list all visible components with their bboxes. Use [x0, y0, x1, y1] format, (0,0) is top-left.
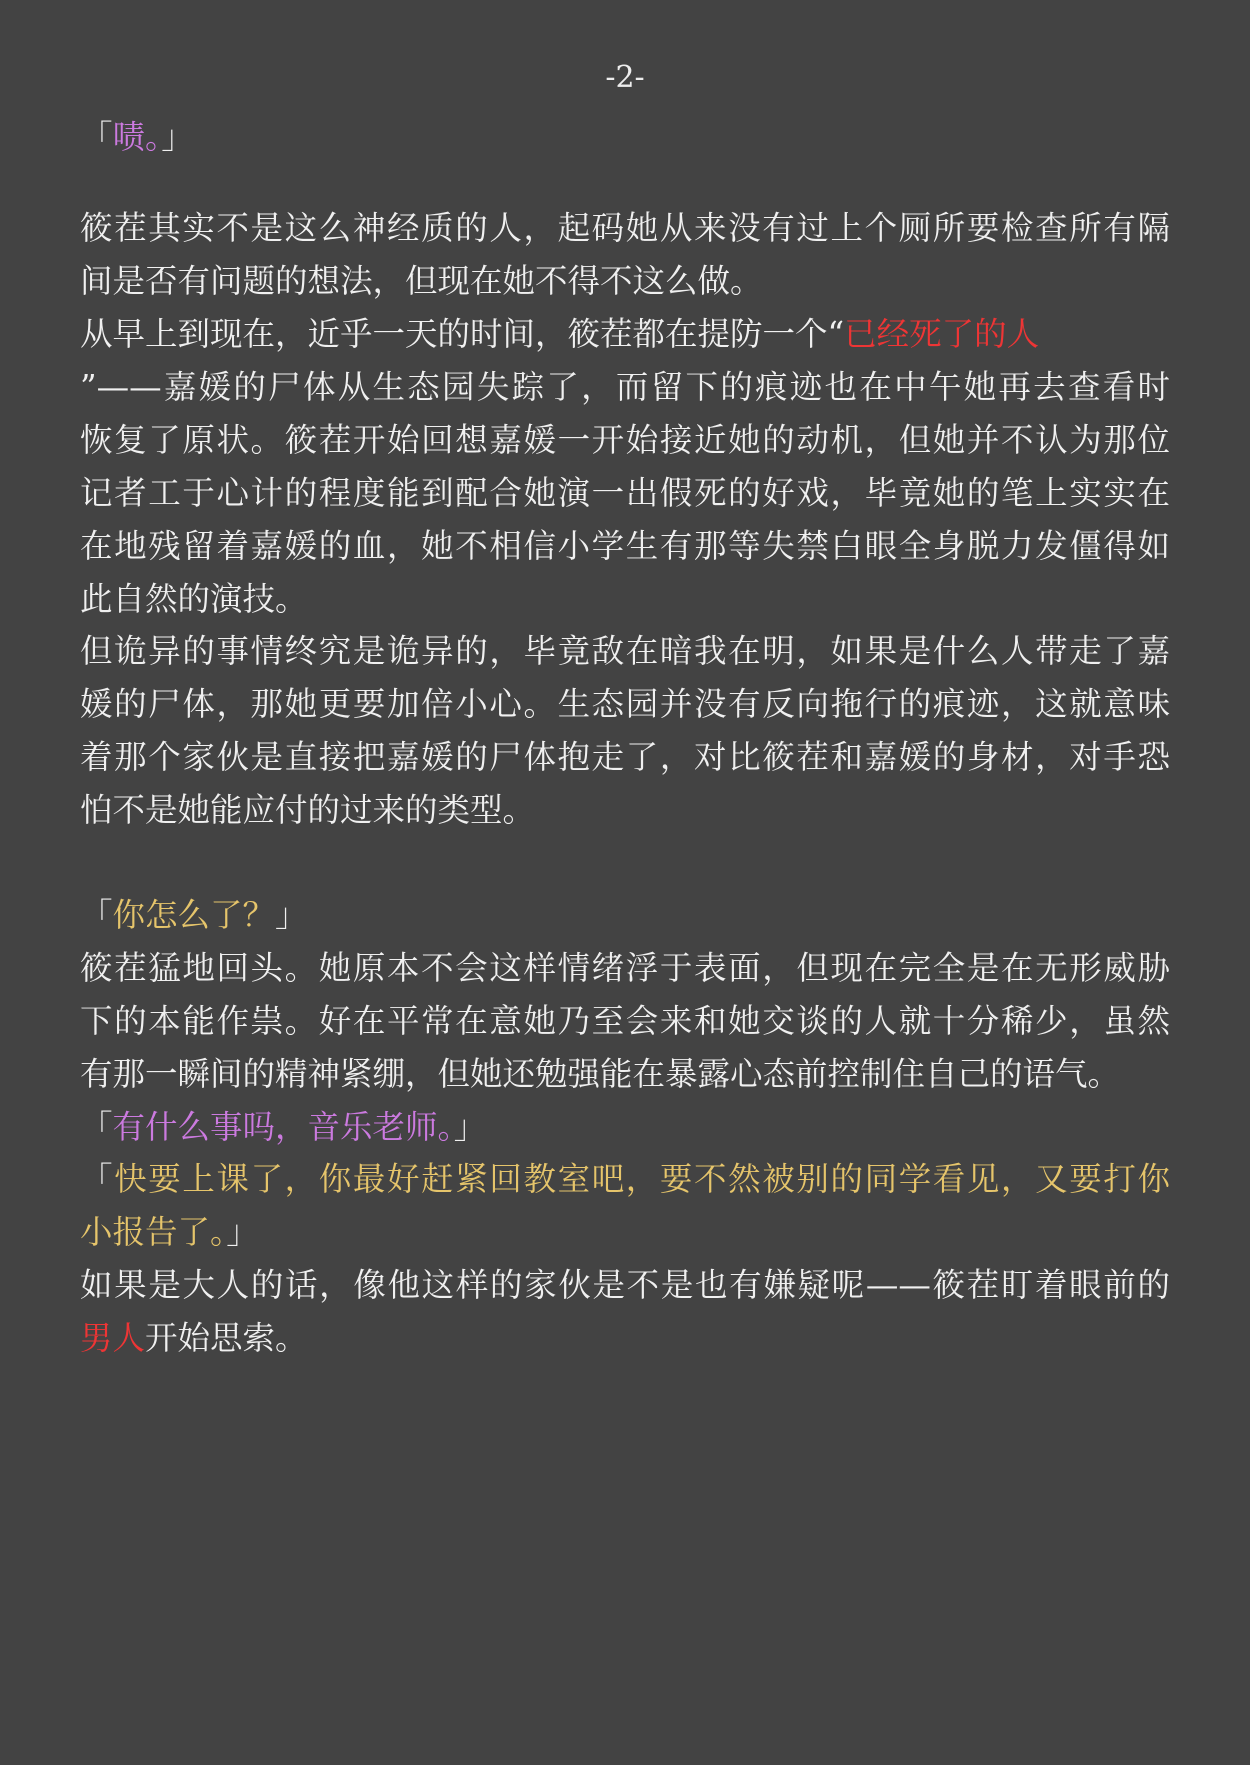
text-line: 着那个家伙是直接把嘉媛的尸体抱走了，对比筱茬和嘉媛的身材，对手恐: [80, 738, 1170, 776]
text-line: 如果是大人的话，像他这样的家伙是不是也有嫌疑呢——筱茬盯着眼前的: [80, 1266, 1170, 1304]
emphasis-text: 已经死了的人: [844, 315, 1040, 353]
text-line: 此自然的演技。: [80, 580, 308, 618]
text-line: 间是否有问题的想法，但现在她不得不这么做。: [80, 262, 763, 300]
bracket-close: 」: [161, 118, 194, 156]
text-segment: 从早上到现在，近乎一天的时间，筱茬都在提防一个“: [80, 315, 845, 353]
bracket-close: 」: [453, 1108, 487, 1146]
protagonist-speech: 有什么事吗，音乐老师。: [112, 1108, 454, 1146]
emphasis-text: 男人: [80, 1319, 146, 1357]
dialogue-line: [80, 1105, 1170, 1149]
text-line: 下的本能作祟。好在平常在意她乃至会来和她交谈的人就十分稀少，虽然: [80, 1002, 1170, 1040]
teacher-speech: 小报告了。: [80, 1213, 227, 1251]
text-line: 恢复了原状。筱茬开始回想嘉媛一开始接近她的动机，但她并不认为那位: [80, 421, 1170, 459]
text-line: [80, 312, 1170, 356]
text-line: 筱茬其实不是这么神经质的人，起码她从来没有过上个厕所要检查所有隔: [80, 209, 1170, 247]
text-segment: 开始思索。: [145, 1319, 308, 1357]
teacher-speech: 快要上课了，你最好赶紧回教室吧，要不然被别的同学看见，又要打你: [114, 1160, 1170, 1198]
bracket-close: 」: [226, 1213, 259, 1251]
dialogue-line: [80, 115, 1170, 159]
protagonist-speech: 啧。: [112, 118, 162, 156]
bracket-close: 」: [275, 896, 308, 934]
text-line: 记者工于心计的程度能到配合她演一出假死的好戏，毕竟她的笔上实实在: [80, 474, 1170, 512]
bracket-open: 「: [80, 118, 113, 156]
page-number: -2-: [605, 60, 645, 95]
text-line: 有那一瞬间的精神紧绷，但她还勉强能在暴露心态前控制住自己的语气。: [80, 1055, 1121, 1093]
teacher-speech: 你怎么了？: [112, 896, 276, 934]
bracket-open: 「: [80, 1160, 115, 1198]
dialogue-line: [80, 1210, 1170, 1254]
text-line: 但诡异的事情终究是诡异的，毕竟敌在暗我在明，如果是什么人带走了嘉: [80, 632, 1170, 670]
text-line: 怕不是她能应付的过来的类型。: [80, 791, 536, 829]
dialogue-line: [80, 1157, 1170, 1201]
text-line: 在地残留着嘉媛的血，她不相信小学生有那等失禁白眼全身脱力发僵得如: [80, 527, 1170, 565]
text-line: 筱茬猛地回头。她原本不会这样情绪浮于表面，但现在完全是在无形威胁: [80, 949, 1170, 987]
text-line: 媛的尸体，那她更要加倍小心。生态园并没有反向拖行的痕迹，这就意味: [80, 685, 1170, 723]
text-line: [80, 1316, 1170, 1360]
dialogue-line: [80, 893, 1170, 937]
bracket-open: 「: [80, 896, 113, 934]
bracket-open: 「: [80, 1108, 113, 1146]
text-line: ”——嘉媛的尸体从生态园失踪了，而留下的痕迹也在中午她再去查看时: [80, 368, 1170, 406]
